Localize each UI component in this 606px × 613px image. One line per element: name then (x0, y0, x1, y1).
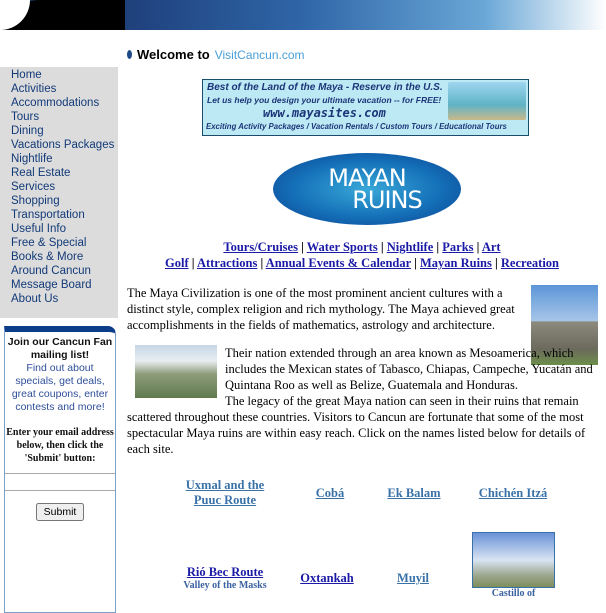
site-chichen-itza[interactable]: Chichén Itzá (478, 486, 548, 500)
sidebar-item-transportation[interactable]: Transportation (11, 209, 85, 221)
site-coba[interactable]: Cobá (315, 486, 345, 500)
sidebar-item-real-estate[interactable]: Real Estate (11, 167, 71, 179)
sidebar-item-message-board[interactable]: Message Board (11, 279, 92, 291)
site-ek-balam[interactable]: Ek Balam (387, 486, 441, 500)
sidebar-item-accommodations[interactable]: Accommodations (11, 97, 100, 109)
sidebar-item-vacations-packages[interactable]: Vacations Packages (11, 139, 115, 151)
mayasites-ad-banner[interactable]: Best of the Land of the Maya - Reserve in the U.S. Let us help you design your ultimate vacation -- for FREE! www.mayasites.com Exciting Activity Packages / Vacation Rentals / Custom Tours / Educational Tours (202, 79, 529, 136)
email-input[interactable] (5, 473, 115, 491)
mailing-list-box: Join our Cancun Fan mailing list! Find out about specials, get deals, great coupons, enter contests and more! Enter your email address below, then click the 'Submit' button: Submit (4, 326, 116, 613)
sidebar-item-about-us[interactable]: About Us (11, 293, 59, 305)
region-paragraph: Their nation extended through an area known as Mesoamerica, which includes the Mexican states of Tabasco, Chiapas, Campeche, Yucatán and Quintana Roo as well as Belize, Guatemala and Honduras. (225, 346, 593, 392)
sidebar-item-tours[interactable]: Tours (11, 111, 40, 123)
brand-logo: VisitCancun.com (214, 47, 305, 62)
link-attractions[interactable]: Attractions (196, 256, 258, 270)
maya-statue-image (448, 82, 526, 120)
sidebar-item-books-more[interactable]: Books & More (11, 251, 84, 263)
link-mayan-ruins[interactable]: Mayan Ruins (419, 256, 492, 270)
link-nightlife[interactable]: Nightlife (386, 240, 434, 254)
site-muyil[interactable]: Muyil (397, 571, 429, 585)
mayan-ruins-logo: MAYAN RUINS (273, 153, 461, 225)
sidebar-item-dining[interactable]: Dining (11, 125, 44, 137)
category-links: Tours/Cruises | Water Sports | Nightlife | Parks | Art Golf | Attractions | Annual Events & Calendar | Mayan Ruins | Recreation (165, 240, 559, 270)
link-golf[interactable]: Golf (165, 256, 189, 270)
sidebar-item-services[interactable]: Services (11, 181, 56, 193)
link-water-sports[interactable]: Water Sports (306, 240, 378, 254)
ruins-aerial-image (135, 345, 217, 398)
site-uxmal[interactable]: Uxmal and the Puuc Route (185, 478, 265, 507)
link-annual-events-calendar[interactable]: Annual Events & Calendar (265, 256, 411, 270)
header-banner (0, 0, 606, 30)
sidebar-item-shopping[interactable]: Shopping (11, 195, 60, 207)
bullet-icon (127, 50, 132, 59)
sidebar-item-around-cancun[interactable]: Around Cancun (11, 265, 91, 277)
link-recreation[interactable]: Recreation (500, 256, 559, 270)
submit-button[interactable]: Submit (36, 503, 85, 521)
sidebar-nav (0, 67, 118, 318)
link-parks[interactable]: Parks (442, 240, 474, 254)
castillo-image[interactable] (472, 532, 555, 588)
legacy-paragraph: The legacy of the great Maya nation can seen in their ruins that remain scattered throughout these countries. Visitors to Cancun are fortunate that some of the most spectacular Maya ruins are within easy reach. Click on the names listed below for details of each site. (127, 394, 586, 456)
site-oxtankah[interactable]: Oxtankah (300, 571, 354, 585)
welcome-title: Welcome to VisitCancun.com (127, 47, 305, 62)
intro-paragraph: The Maya Civilization is one of the most prominent ancient cultures with a distinct style, complex religion and rich mythology. The Maya achieved great accomplishments in the fields of mathematics, astrology and architecture. (127, 286, 515, 332)
sidebar-item-nightlife[interactable]: Nightlife (11, 153, 53, 165)
sidebar-item-free-special[interactable]: Free & Special (11, 237, 87, 249)
sidebar-item-home[interactable]: Home (11, 69, 42, 81)
link-art[interactable]: Art (481, 240, 501, 254)
sidebar-item-useful-info[interactable]: Useful Info (11, 223, 66, 235)
link-tours-cruises[interactable]: Tours/Cruises (223, 240, 298, 254)
sidebar-item-activities[interactable]: Activities (11, 83, 57, 95)
site-rio-bec[interactable]: Rió Bec Route (186, 565, 264, 579)
